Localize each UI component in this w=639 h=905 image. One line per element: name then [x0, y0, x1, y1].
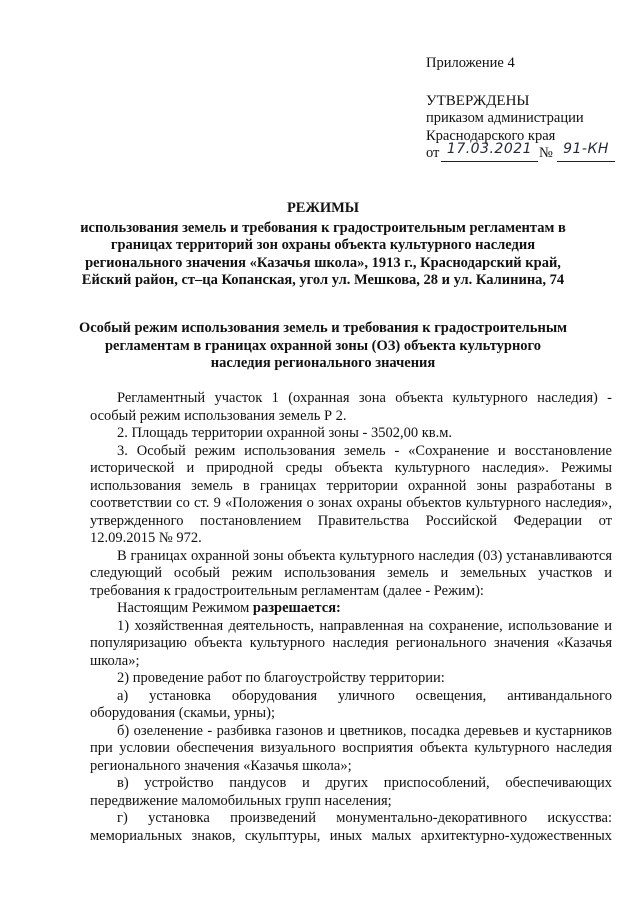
- approval-block: [426, 55, 631, 163]
- title-line-3: регионального значения «Казачья школа», 1913 г., Краснодарский край,: [85, 254, 561, 271]
- subtitle-line-1: Особый режим использования земель и требования к градостроительным: [78, 320, 568, 336]
- title-line-1: использования земель и требования к градостроительным регламентам в: [80, 219, 566, 236]
- paragraph-8: а) установка оборудования уличного освещения, антивандального оборудования (скамьи, урны);: [90, 687, 612, 721]
- paragraph-5-prefix: Настоящим Режимом: [117, 600, 253, 616]
- title-line-4: Ейский район, ст–ца Копанская, угол ул. Мешкова, 28 и ул. Калинина, 74: [81, 272, 565, 288]
- document-body: [90, 390, 612, 845]
- date-underline: [441, 161, 538, 162]
- approval-line-2: Краснодарского края: [426, 127, 556, 144]
- paragraph-4: В границах охранной зоны объекта культурного наследия (03) устанавливаются следующий особый режим использования земель и земельных участков и требования к градостроительным регламентам (далее - Режим):: [90, 547, 612, 599]
- approval-line-1: приказом администрации: [426, 110, 584, 126]
- paragraph-1: Регламентный участок 1 (охранная зона объекта культурного наследия) - особый режим использования земель Р 2.: [90, 390, 612, 424]
- appendix-label: Приложение 4: [426, 55, 515, 71]
- paragraph-5-bold: разрешается:: [252, 600, 341, 616]
- number-underline: [557, 161, 615, 162]
- paragraph-2: 2. Площадь территории охранной зоны - 3502,00 кв.м.: [117, 425, 453, 441]
- paragraph-10: в) устройство пандусов и других приспособлений, обеспечивающих передвижение маломобильных групп населения;: [90, 775, 612, 809]
- paragraph-6: 1) хозяйственная деятельность, направленная на сохранение, использование и популяризацию объекта культурного наследия регионального значения «Казачья школа»;: [90, 617, 612, 669]
- document-title: [78, 200, 568, 290]
- number-sign: №: [539, 145, 553, 161]
- section-subtitle: [78, 320, 568, 373]
- title-heading: РЕЖИМЫ: [286, 200, 360, 216]
- subtitle-line-3: наследия регионального значения: [210, 355, 436, 371]
- subtitle-line-2: регламентам в границах охранной зоны (ОЗ) объекта культурного: [104, 337, 542, 354]
- paragraph-7: 2) проведение работ по благоустройству территории:: [117, 670, 445, 686]
- from-label: от: [426, 145, 440, 161]
- order-date-number-line: [426, 141, 631, 163]
- approved-label: УТВЕРЖДЕНЫ: [426, 92, 530, 109]
- paragraph-3: 3. Особый режим использования земель - «Сохранение и восстановление исторической и природной среды объекта культурного наследия». Режимы использования земель в границах территории охранной зоны разработаны в соответствии со ст. 9 «Положения о зонах охраны объектов культурного наследия», утвержденного постановлением Правительства Российской Федерации от 12.09.2015 № 972.: [90, 442, 612, 546]
- paragraph-11: г) установка произведений монументально-декоративного искусства: мемориальных знаков, скульптуры, иных малых архитектурно-художественных: [90, 810, 612, 844]
- paragraph-9: б) озеленение - разбивка газонов и цветников, посадка деревьев и кустарников при условии обеспечения визуального восприятия объекта культурного наследия регионального значения «Казачья школа»;: [90, 722, 612, 774]
- paragraph-5: [90, 600, 612, 618]
- handwritten-date: 17.03.2021: [446, 141, 533, 157]
- title-line-2: границах территорий зон охраны объекта культурного наследия: [110, 237, 536, 253]
- handwritten-number: 91-КН: [563, 141, 609, 157]
